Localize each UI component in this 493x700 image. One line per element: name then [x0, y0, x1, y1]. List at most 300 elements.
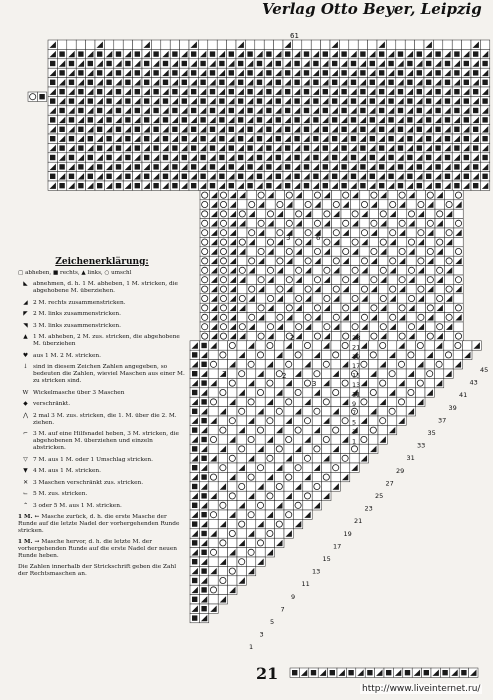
knit-square-mark: [341, 51, 346, 56]
knit-square-mark: [153, 183, 158, 188]
chart-cell: [462, 68, 471, 77]
knit-square-mark: [445, 98, 450, 103]
chart-number-label: 1: [352, 437, 357, 446]
knit-square-mark: [144, 98, 149, 103]
heart-icon: ♥: [22, 352, 29, 359]
chart-cell: [76, 153, 85, 162]
chart-cell: [375, 668, 384, 677]
chart-number-label: 2: [290, 334, 295, 342]
chart-cell: [67, 40, 76, 49]
chart-cell: [292, 40, 301, 49]
knit-square-mark: [69, 80, 74, 85]
knit-square-mark: [116, 51, 121, 56]
chart-number-label: 17: [333, 542, 342, 551]
chart-cell: [151, 153, 160, 162]
chart-cell: [237, 501, 246, 510]
knit-square-mark: [292, 670, 297, 675]
knit-square-mark: [172, 70, 177, 75]
chart-number-label: 15: [352, 371, 361, 380]
chart-cell: [415, 78, 424, 87]
knit-square-mark: [435, 108, 440, 113]
chart-cell: [463, 341, 472, 350]
knit-square-mark: [370, 61, 375, 66]
chart-cell: [284, 519, 293, 528]
chart-cell: [246, 519, 255, 528]
chart-cell: [321, 115, 330, 124]
chart-cell: [294, 256, 303, 265]
legend-item: [18, 281, 186, 295]
knit-square-mark: [341, 70, 346, 75]
knit-square-mark: [304, 108, 309, 113]
chart-cell: [425, 341, 434, 350]
chart-cell: [360, 275, 369, 284]
chart-cell: [237, 510, 246, 519]
knit-square-mark: [125, 174, 130, 179]
knit-square-mark: [238, 155, 243, 160]
chart-cell: [266, 331, 275, 340]
legend-item: [18, 401, 186, 408]
knit-square-mark: [323, 70, 328, 75]
knit-square-mark: [172, 51, 177, 56]
chart-cell: [379, 256, 388, 265]
knit-square-mark: [405, 670, 410, 675]
legend-item-text: 2 M. links zusammenstricken.: [33, 311, 121, 317]
knit-square-mark: [360, 89, 365, 94]
chart-cell: [209, 294, 218, 303]
knit-square-mark: [276, 136, 281, 141]
chart-cell: [349, 143, 358, 152]
chart-cell: [332, 219, 341, 228]
knit-square-mark: [219, 136, 224, 141]
chart-cell: [95, 153, 104, 162]
chart-cell: [265, 350, 274, 359]
knit-square-mark: [445, 174, 450, 179]
knit-square-mark: [313, 174, 318, 179]
chart-cell: [237, 566, 246, 575]
chart-cell: [209, 519, 218, 528]
knit-square-mark: [201, 568, 206, 573]
chart-cell: [303, 219, 312, 228]
knit-square-mark: [323, 89, 328, 94]
knit-square-mark: [201, 362, 206, 367]
knit-square-mark: [88, 98, 93, 103]
knit-square-mark: [407, 61, 412, 66]
chart-cell: [284, 482, 293, 491]
knit-square-mark: [473, 127, 478, 132]
chart-cell: [209, 501, 218, 510]
chart-cell: [170, 59, 179, 68]
legend-item-text: aus 1 M. 2 M. stricken.: [33, 352, 102, 359]
chart-cell: [416, 219, 425, 228]
legend-basic-text: abheben, ■ rechts, ▲ links, ○ umschl: [25, 270, 132, 276]
chart-cell: [86, 143, 95, 152]
knit-square-mark: [313, 117, 318, 122]
chart-cell: [480, 162, 489, 171]
chart-cell: [228, 247, 237, 256]
knit-square-mark: [69, 61, 74, 66]
legend-item-text: 3 M. links zusammenstricken.: [33, 322, 121, 329]
chart-cell: [303, 209, 312, 218]
legend-notes: [18, 514, 186, 578]
knit-square-mark: [464, 117, 469, 122]
triangle-2-icon: ◢: [23, 299, 28, 306]
chart-cell: [359, 350, 368, 359]
knit-square-mark: [257, 80, 262, 85]
knit-square-mark: [276, 80, 281, 85]
chart-cell: [265, 388, 274, 397]
chart-cell: [386, 162, 395, 171]
chart-cell: [435, 284, 444, 293]
knit-square-mark: [473, 89, 478, 94]
chart-cell: [480, 49, 489, 58]
chart-number-label: 43: [469, 378, 478, 387]
chart-cell: [444, 247, 453, 256]
knit-square-mark: [464, 136, 469, 141]
chart-cell: [285, 313, 294, 322]
chart-cell: [218, 416, 227, 425]
knit-square-mark: [367, 670, 372, 675]
chart-cell: [245, 115, 254, 124]
knit-square-mark: [135, 51, 140, 56]
chart-cell: [180, 40, 189, 49]
knit-square-mark: [97, 51, 102, 56]
knit-square-mark: [200, 117, 205, 122]
chart-cell: [236, 87, 245, 96]
knit-square-mark: [163, 174, 168, 179]
chart-cell: [209, 576, 218, 585]
knit-square-mark: [191, 51, 196, 56]
chart-cell: [133, 115, 142, 124]
chart-cell: [217, 106, 226, 115]
knit-square-mark: [78, 89, 83, 94]
chart-cell: [199, 425, 208, 434]
knit-square-mark: [285, 127, 290, 132]
knit-square-mark: [482, 80, 487, 85]
chart-cell: [198, 143, 207, 152]
chart-cell: [275, 331, 284, 340]
chart-cell: [199, 388, 208, 397]
chart-cell: [114, 40, 123, 49]
knit-square-mark: [247, 89, 252, 94]
chart-cell: [228, 266, 237, 275]
knit-square-mark: [407, 80, 412, 85]
knit-square-mark: [201, 606, 206, 611]
chart-number-label: 21: [352, 343, 361, 352]
knit-square-mark: [172, 183, 177, 188]
knit-square-mark: [398, 145, 403, 150]
chart-cell: [406, 360, 415, 369]
chart-cell: [350, 219, 359, 228]
knit-square-mark: [360, 70, 365, 75]
knit-square-mark: [323, 127, 328, 132]
knit-square-mark: [116, 145, 121, 150]
knit-square-mark: [153, 89, 158, 94]
chart-cell: [218, 360, 227, 369]
chart-cell: [407, 331, 416, 340]
knit-square-mark: [192, 352, 197, 357]
chart-cell: [350, 284, 359, 293]
knit-square-mark: [332, 80, 337, 85]
knit-square-mark: [125, 155, 130, 160]
knit-square-mark: [351, 117, 356, 122]
chart-cell: [339, 40, 348, 49]
chart-cell: [218, 397, 227, 406]
knit-square-mark: [182, 80, 187, 85]
knit-square-mark: [351, 155, 356, 160]
chart-cell: [454, 313, 463, 322]
chart-number-label: 6: [316, 234, 321, 242]
legend-item: [18, 491, 186, 498]
chart-cell: [294, 313, 303, 322]
chart-cell: [245, 153, 254, 162]
chart-cell: [256, 416, 265, 425]
chart-cell: [341, 294, 350, 303]
chart-cell: [228, 576, 237, 585]
chart-cell: [415, 96, 424, 105]
chart-cell: [245, 134, 254, 143]
chart-cell: [360, 209, 369, 218]
knit-square-mark: [341, 108, 346, 113]
chart-cell: [275, 275, 284, 284]
chart-cell: [209, 284, 218, 293]
knit-square-mark: [332, 98, 337, 103]
knit-square-mark: [229, 183, 234, 188]
chart-cell: [341, 209, 350, 218]
chart-cell: [284, 501, 293, 510]
knit-square-mark: [379, 51, 384, 56]
knit-square-mark: [192, 390, 197, 395]
knit-square-mark: [407, 136, 412, 141]
chart-cell: [322, 369, 331, 378]
knit-square-mark: [370, 98, 375, 103]
chart-cell: [170, 96, 179, 105]
chart-number-label: 17: [352, 362, 361, 371]
legend-note-text: Masche zurück, d. h. die erste Masche der Runde auf die letzte Nadel der vorhergehenden Runde stricken.: [18, 514, 180, 534]
knit-square-mark: [266, 108, 271, 113]
legend-item-text: 2 mal 3 M. zus. stricken, die 1. M. über die 2. M. ziehen.: [33, 412, 177, 426]
knit-square-mark: [482, 136, 487, 141]
chart-cell: [218, 510, 227, 519]
chart-cell: [462, 143, 471, 152]
knit-square-mark: [116, 108, 121, 113]
chart-cell: [332, 294, 341, 303]
chart-cell: [444, 219, 453, 228]
chart-cell: [151, 40, 160, 49]
chart-cell: [480, 125, 489, 134]
knit-square-mark: [172, 127, 177, 132]
chart-cell: [228, 228, 237, 237]
chart-cell: [303, 350, 312, 359]
chart-cell: [332, 303, 341, 312]
chart-cell: [340, 435, 349, 444]
chart-cell: [443, 87, 452, 96]
chart-cell: [238, 190, 247, 199]
chart-cell: [236, 68, 245, 77]
knit-square-mark: [200, 136, 205, 141]
knit-square-mark: [172, 164, 177, 169]
chart-cell: [285, 284, 294, 293]
chart-cell: [247, 303, 256, 312]
knit-square-mark: [88, 136, 93, 141]
legend-item: [18, 364, 186, 385]
chart-cell: [238, 313, 247, 322]
knit-square-mark: [285, 51, 290, 56]
knit-square-mark: [257, 155, 262, 160]
knit-square-mark: [379, 108, 384, 113]
chart-cell: [275, 491, 284, 500]
chart-cell: [312, 472, 321, 481]
chart-cell: [360, 237, 369, 246]
chart-cell: [95, 134, 104, 143]
knit-square-mark: [88, 155, 93, 160]
knit-square-mark: [210, 108, 215, 113]
chart-cell: [303, 266, 312, 275]
chart-cell: [218, 595, 227, 604]
chart-cell: [313, 284, 322, 293]
chart-number-label: 7: [352, 409, 357, 418]
knit-square-mark: [116, 127, 121, 132]
knit-square-mark: [59, 183, 64, 188]
chart-cell: [247, 247, 256, 256]
chart-cell: [379, 331, 388, 340]
chart-cell: [387, 360, 396, 369]
chart-cell: [217, 68, 226, 77]
chart-cell: [218, 472, 227, 481]
knit-square-mark: [407, 117, 412, 122]
knit-square-mark: [435, 164, 440, 169]
knit-square-mark: [182, 117, 187, 122]
chart-cell: [396, 115, 405, 124]
chart-number-label: 37: [438, 416, 447, 425]
hook-5-icon: ⌙: [23, 491, 28, 497]
chart-cell: [453, 350, 462, 359]
knit-square-mark: [370, 174, 375, 179]
legend-item: [18, 457, 186, 464]
chart-cell: [255, 162, 264, 171]
knit-square-mark: [407, 98, 412, 103]
chart-cell: [284, 444, 293, 453]
knit-square-mark: [135, 183, 140, 188]
chart-cell: [321, 96, 330, 105]
chart-cell: [209, 538, 218, 547]
chart-cell: [434, 350, 443, 359]
chart-cell: [433, 40, 442, 49]
knit-square-mark: [135, 127, 140, 132]
chart-cell: [57, 40, 66, 49]
chart-cell: [198, 106, 207, 115]
knit-square-mark: [360, 164, 365, 169]
chart-cell: [454, 284, 463, 293]
chart-cell: [217, 125, 226, 134]
chart-cell: [379, 284, 388, 293]
chart-cell: [123, 49, 132, 58]
chart-cell: [246, 388, 255, 397]
chart-cell: [435, 228, 444, 237]
legend: [18, 256, 186, 582]
knit-square-mark: [379, 183, 384, 188]
chart-cell: [228, 519, 237, 528]
knit-square-mark: [370, 80, 375, 85]
chart-cell: [359, 369, 368, 378]
chart-cell: [425, 360, 434, 369]
chart-cell: [444, 303, 453, 312]
down-7-icon: ▽: [23, 456, 28, 463]
chart-cell: [416, 388, 425, 397]
chart-cell: [265, 501, 274, 510]
chart-cell: [312, 454, 321, 463]
knit-square-mark: [285, 145, 290, 150]
chart-cell: [443, 143, 452, 152]
chart-cell: [293, 416, 302, 425]
chart-cell: [312, 491, 321, 500]
knit-square-mark: [379, 127, 384, 132]
chart-cell: [256, 397, 265, 406]
chart-cell: [190, 454, 199, 463]
chart-cell: [340, 463, 349, 472]
chart-cell: [443, 162, 452, 171]
chart-cell: [340, 444, 349, 453]
chart-cell: [331, 435, 340, 444]
chart-cell: [218, 548, 227, 557]
chart-cell: [170, 115, 179, 124]
chart-cell: [199, 557, 208, 566]
chart-cell: [217, 40, 226, 49]
chart-cell: [313, 266, 322, 275]
legend-item-text: 3 M. auf eine Hilfsnadel heben, 3 M. stricken, die abgehobenen M. überziehen und einzeln abstricken.: [33, 431, 179, 451]
knit-square-mark: [78, 51, 83, 56]
chart-cell: [416, 275, 425, 284]
chart-cell: [123, 106, 132, 115]
legend-item: [18, 390, 186, 397]
chart-cell: [209, 219, 218, 228]
chart-cell: [218, 378, 227, 387]
chart-cell: [285, 266, 294, 275]
chart-cell: [237, 397, 246, 406]
chart-cell: [256, 313, 265, 322]
chart-number-label: 21: [354, 517, 363, 526]
knit-square-mark: [135, 89, 140, 94]
chart-cell: [454, 266, 463, 275]
chart-cell: [369, 378, 378, 387]
chart-cell: [293, 491, 302, 500]
knit-square-mark: [464, 155, 469, 160]
chart-cell: [321, 59, 330, 68]
chart-cell: [237, 491, 246, 500]
chart-cell: [388, 247, 397, 256]
knit-square-mark: [360, 127, 365, 132]
chart-cell: [198, 162, 207, 171]
chart-cell: [198, 181, 207, 190]
chart-cell: [350, 190, 359, 199]
chart-cell: [217, 87, 226, 96]
chart-cell: [228, 219, 237, 228]
knit-square-mark: [276, 174, 281, 179]
chart-cell: [170, 172, 179, 181]
knit-square-mark: [97, 183, 102, 188]
chart-cell: [415, 59, 424, 68]
chart-number-label: 3: [222, 370, 227, 378]
chart-cell: [247, 209, 256, 218]
chart-cell: [236, 162, 245, 171]
knit-square-mark: [201, 456, 206, 461]
chart-cell: [396, 40, 405, 49]
chart-cell: [322, 463, 331, 472]
chart-cell: [331, 360, 340, 369]
chart-cell: [397, 313, 406, 322]
chart-cell: [218, 435, 227, 444]
chart-cell: [245, 172, 254, 181]
chart-cell: [379, 190, 388, 199]
